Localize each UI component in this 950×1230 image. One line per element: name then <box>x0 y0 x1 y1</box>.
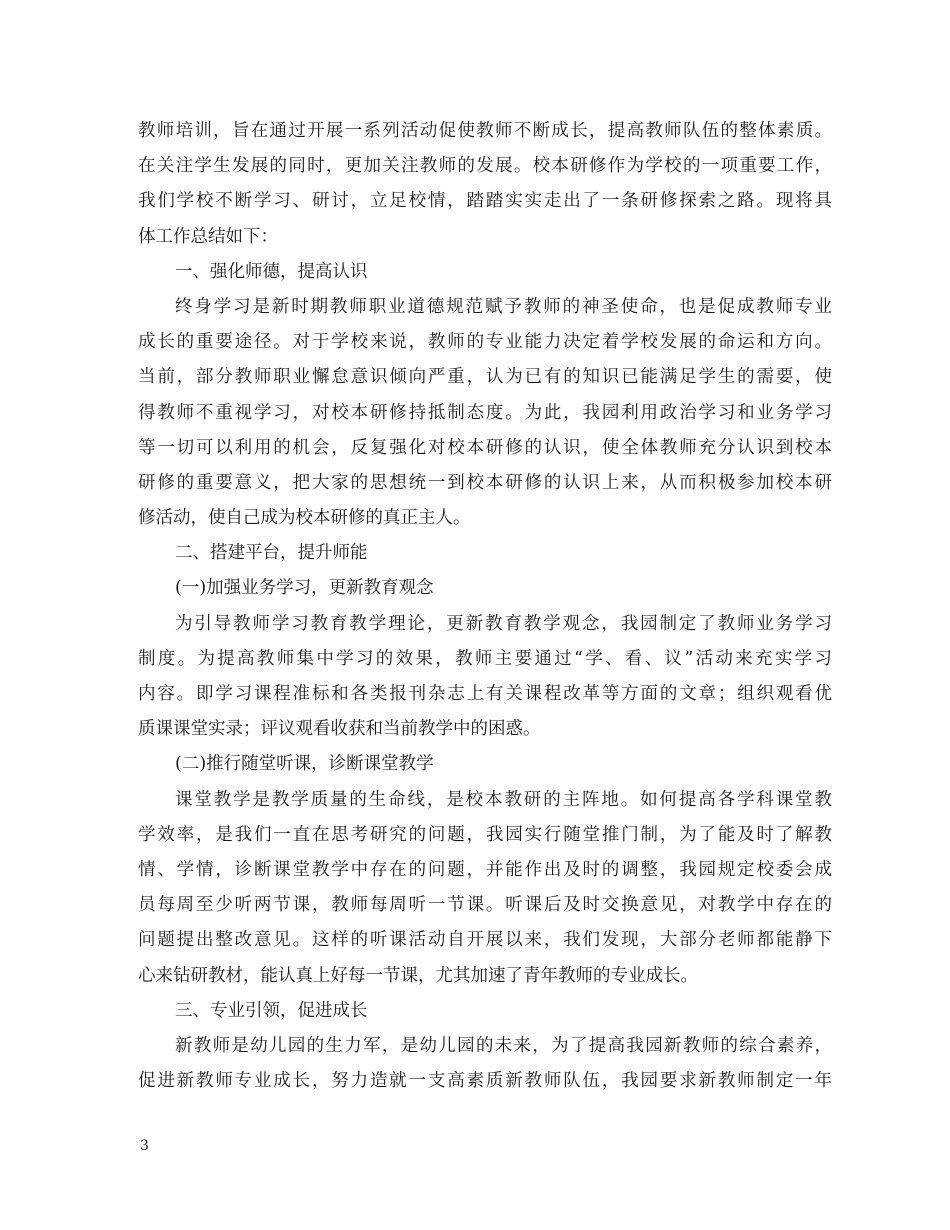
text-line: 心来钻研教材，能认真上好每一节课，尤其加速了青年教师的专业成长。 <box>138 965 698 986</box>
subsection-heading: (二)推行随堂听课，诊断课堂教学 <box>175 754 434 775</box>
text-line: 为引导教师学习教育教学理论，更新教育教学观念，我园制定了教师业务学习 <box>175 613 832 634</box>
section-heading: 三、专业引领，促进成长 <box>175 1000 368 1021</box>
text-line: 员每周至少听两节课，教师每周听一节课。听课后及时交换意见，对教学中存在的 <box>138 895 832 916</box>
text-line: 课堂教学是教学质量的生命线，是校本教研的主阵地。如何提高各学科课堂教 <box>175 789 832 810</box>
text-line: 情、学情，诊断课堂教学中存在的问题，并能作出及时的调整，我园规定校委会成 <box>138 859 832 880</box>
text-line: 制度。为提高教师集中学习的效果，教师主要通过“学、看、议”活动来充实学习 <box>138 648 832 669</box>
section-heading: 一、强化师德，提高认识 <box>175 261 368 282</box>
text-line: 当前，部分教师职业懈怠意识倾向严重，认为已有的知识已能满足学生的需要，使 <box>138 367 832 388</box>
text-line: 体工作总结如下： <box>138 226 278 247</box>
document-body <box>138 114 832 1099</box>
text-line: 终身学习是新时期教师职业道德规范赋予教师的神圣使命，也是促成教师专业 <box>175 296 832 317</box>
text-line: 我们学校不断学习、研讨，立足校情，踏踏实实走出了一条研修探索之路。现将具 <box>138 191 832 212</box>
text-line: 等一切可以利用的机会，反复强化对校本研修的认识，使全体教师充分认识到校本 <box>138 437 832 458</box>
text-line: 促进新教师专业成长，努力造就一支高素质新教师队伍，我园要求新教师制定一年 <box>138 1071 832 1092</box>
section-heading: 二、搭建平台，提升师能 <box>175 543 368 564</box>
text-line: 质课课堂实录；评议观看收获和当前教学中的困惑。 <box>138 719 541 740</box>
text-line: 新教师是幼儿园的生力军，是幼儿园的未来，为了提高我园新教师的综合素养， <box>175 1035 832 1056</box>
text-line: 问题提出整改意见。这样的听课活动自开展以来，我们发现，大部分老师都能静下 <box>138 930 832 951</box>
text-line: 内容。即学习课程准标和各类报刊杂志上有关课程改革等方面的文章；组织观看优 <box>138 684 832 704</box>
text-line: 教师培训，旨在通过开展一系列活动促使教师不断成长，提高教师队伍的整体素质。 <box>138 121 832 141</box>
text-line: 成长的重要途径。对于学校来说，教师的专业能力决定着学校发展的命运和方向。 <box>138 332 832 353</box>
text-line: 得教师不重视学习，对校本研修持抵制态度。为此，我园利用政治学习和业务学习 <box>138 402 832 423</box>
text-line: 研修的重要意义，把大家的思想统一到校本研修的认识上来，从而积极参加校本研 <box>138 472 832 493</box>
text-line: 学效率，是我们一直在思考研究的问题，我园实行随堂推门制，为了能及时了解教 <box>138 824 832 845</box>
subsection-heading: (一)加强业务学习，更新教育观念 <box>175 578 434 599</box>
text-line: 在关注学生发展的同时，更加关注教师的发展。校本研修作为学校的一项重要工作， <box>138 156 832 177</box>
page-number: 3 <box>140 1138 149 1154</box>
text-line: 修活动，使自己成为校本研修的真正主人。 <box>138 508 471 529</box>
